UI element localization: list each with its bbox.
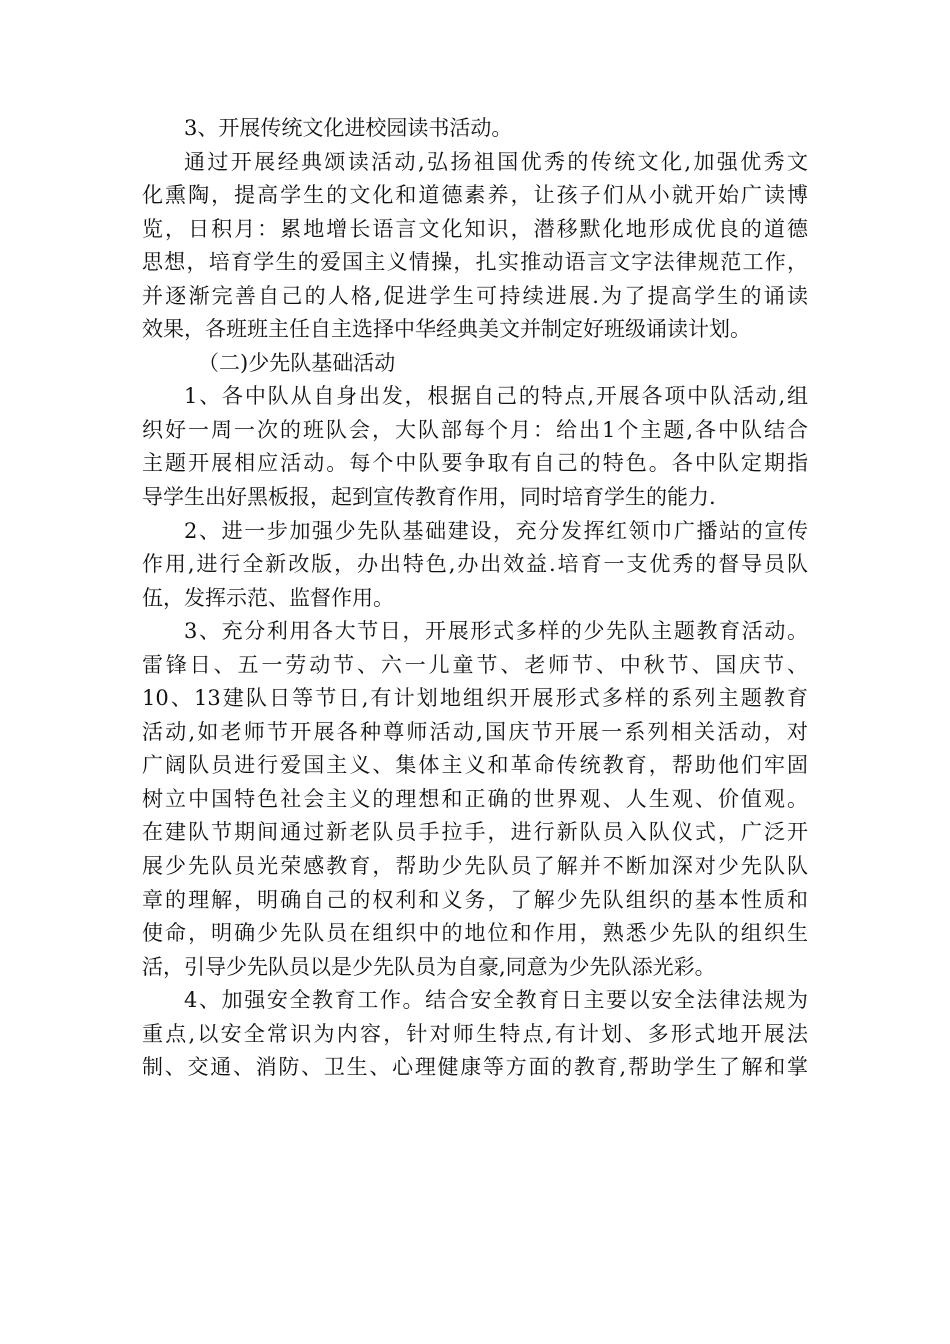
text-line: 展少先队员光荣感教育，帮助少先队员了解并不断加深对少先队队 xyxy=(142,854,808,879)
text-line: 主题开展相应活动。每个中队要争取有自己的特色。各中队定期指 xyxy=(142,451,808,476)
section-heading: （二)少先队基础活动 xyxy=(198,350,396,375)
text-line: 伍，发挥示范、监督作用。 xyxy=(142,585,394,610)
text-line: 导学生出好黑板报，起到宣传教育作用，同时培育学生的能力. xyxy=(142,485,716,510)
text-line: 活动,如老师节开展各种尊师活动,国庆节开展一系列相关活动，对 xyxy=(142,719,808,744)
text-line: 览，日积月：累地增长语言文化知识，潜移默化地形成优良的道德 xyxy=(142,216,808,241)
text-line: 树立中国特色社会主义的理想和正确的世界观、人生观、价值观。 xyxy=(142,786,808,811)
text-line: 重点,以安全常识为内容，针对师生特点,有计划、多形式地开展法 xyxy=(142,1021,808,1046)
text-line: 化熏陶，提高学生的文化和道德素养，让孩子们从小就开始广读博 xyxy=(142,183,808,208)
paragraph-heading: 3、开展传统文化进校园读书活动。 xyxy=(184,116,513,140)
text-line: 制、交通、消防、卫生、心理健康等方面的教育,帮助学生了解和掌 xyxy=(142,1055,808,1080)
text-line: 2、进一步加强少先队基础建设，充分发挥红领巾广播站的宣传 xyxy=(184,518,808,543)
text-line: 活，引导少先队员以是少先队员为自豪,同意为少先队添光彩。 xyxy=(142,954,716,979)
text-line: 并逐渐完善自己的人格,促进学生可持续进展.为了提高学生的诵读 xyxy=(142,283,808,308)
text-line: 使命，明确少先队员在组织中的地位和作用，熟悉少先队的组织生 xyxy=(142,921,808,946)
text-line: 作用,进行全新改版，办出特色,办出效益.培育一支优秀的督导员队 xyxy=(142,552,808,577)
text-line: 效果，各班班主任自主选择中华经典美文并制定好班级诵读计划。 xyxy=(142,317,751,342)
text-line: 织好一周一次的班队会，大队部每个月：给出1个主题,各中队结合 xyxy=(142,417,808,442)
text-line: 通过开展经典颂读活动,弘扬祖国优秀的传统文化,加强优秀文 xyxy=(184,149,808,174)
text-line: 在建队节期间通过新老队员手拉手，进行新队员入队仪式，广泛开 xyxy=(142,820,808,845)
text-line: 10、13建队日等节日,有计划地组织开展形式多样的系列主题教育 xyxy=(142,686,808,711)
text-line: 1、各中队从自身出发，根据自己的特点,开展各项中队活动,组 xyxy=(184,384,808,409)
text-line: 章的理解，明确自己的权利和义务，了解少先队组织的基本性质和 xyxy=(142,887,808,912)
body-text xyxy=(142,112,808,1085)
text-line: 3、充分利用各大节日，开展形式多样的少先队主题教育活动。 xyxy=(184,619,808,644)
text-line: 4、加强安全教育工作。结合安全教育日主要以安全法律法规为 xyxy=(184,988,808,1013)
text-line: 雷锋日、五一劳动节、六一儿童节、老师节、中秋节、国庆节、 xyxy=(142,652,808,677)
text-line: 广阔队员进行爱国主义、集体主义和革命传统教育，帮助他们牢固 xyxy=(142,753,808,778)
text-line: 思想，培育学生的爱国主义情操，扎实推动语言文字法律规范工作， xyxy=(142,250,808,275)
